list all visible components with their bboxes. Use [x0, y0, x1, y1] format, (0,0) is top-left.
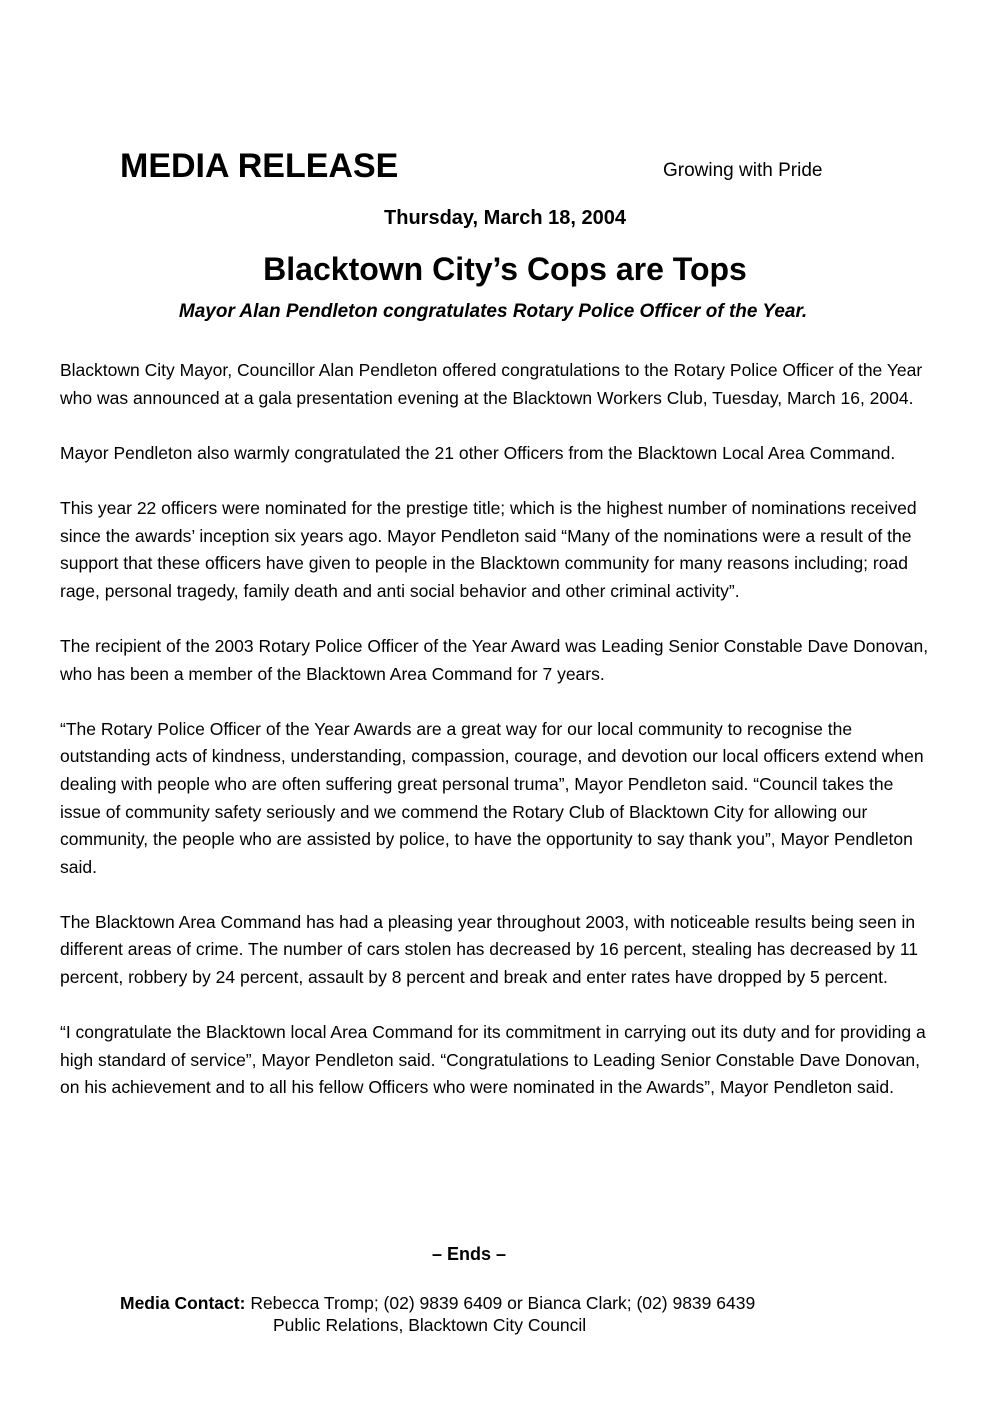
body-text [60, 357, 935, 1130]
paragraph-6: The Blacktown Area Command has had a pleasing year throughout 2003, with noticeable results being seen in different areas of crime. The number of cars stolen has decreased by 16 percent, stealing has decreased by 11 percent, robbery by 24 percent, assault by 8 percent and break and enter rates have dropped by 5 percent. [60, 911, 918, 988]
headline: Blacktown City’s Cops are Tops [263, 251, 747, 287]
paragraph-1: Blacktown City Mayor, Councillor Alan Pendleton offered congratulations to the Rotary Police Officer of the Year who was announced at a gala presentation evening at the Blacktown Workers Club, Tuesday, March 16, 2004. [60, 360, 923, 408]
tagline: Growing with Pride [663, 160, 823, 181]
media-contact [120, 1291, 755, 1315]
media-contact-names: Rebecca Tromp; (02) 9839 6409 or Bianca Clark; (02) 9839 6439 [250, 1293, 756, 1313]
paragraph-4: The recipient of the 2003 Rotary Police Officer of the Year Award was Leading Senior Constable Dave Donovan, who has been a member of the Blacktown Area Command for 7 years. [60, 635, 929, 684]
media-release-title: MEDIA RELEASE [120, 147, 399, 185]
paragraph-2: Mayor Pendleton also warmly congratulated the 21 other Officers from the Blacktown Local Area Command. [60, 442, 896, 463]
paragraph-3: This year 22 officers were nominated for the prestige title; which is the highest number of nominations received since the awards’ inception six years ago. Mayor Pendleton said “Many of the nominations were a result of the support that these officers have given to people in the Blacktown community for many reasons including; road rage, personal tragedy, family death and anti social behavior and other criminal activity”. [60, 497, 917, 601]
paragraph-7: “I congratulate the Blacktown local Area Command for its commitment in carrying out its duty and for providing a high standard of service”, Mayor Pendleton said. “Congratulations to Leading Senior Constable Dave Donovan, on his achievement and to all his fellow Officers who were nominated in the Awards”, Mayor Pendleton said. [60, 1022, 926, 1098]
paragraph-5: “The Rotary Police Officer of the Year Awards are a great way for our local community to recognise the outstanding acts of kindness, understanding, compassion, courage, and devotion our local officers extend when dealing with people who are often suffering great personal truma”, Mayor Pendleton said. “Council takes the issue of community safety seriously and we commend the Rotary Club of Blacktown City for allowing our community, the people who are assisted by police, to have the opportunity to say thank you”, Mayor Pendleton said. [60, 718, 924, 877]
media-contact-label: Media Contact: [120, 1293, 246, 1313]
subheadline: Mayor Alan Pendleton congratulates Rotary Police Officer of the Year. [178, 301, 808, 322]
ends-marker: – Ends – [431, 1244, 507, 1264]
media-contact-department: Public Relations, Blacktown City Council [273, 1315, 587, 1335]
release-date: Thursday, March 18, 2004 [384, 207, 626, 229]
